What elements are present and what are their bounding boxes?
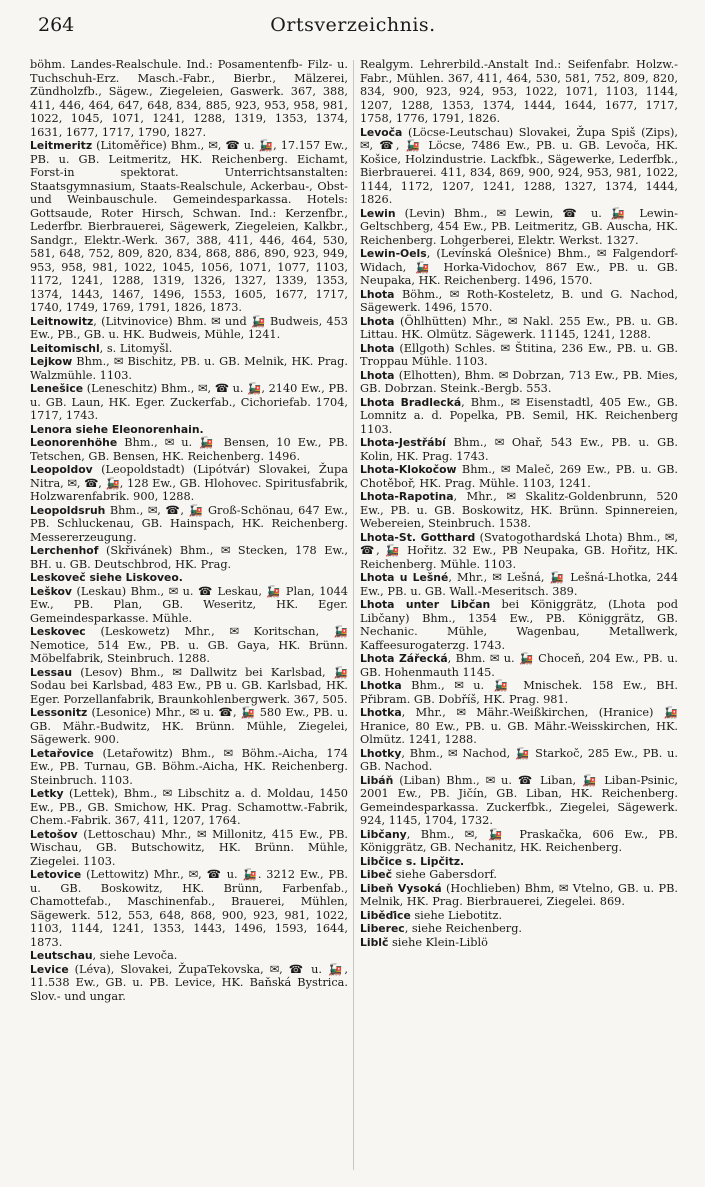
directory-entry [30, 828, 348, 869]
entry-text: (Hochlieben) Bhm, ✉ Vtelno, GB. u. PB. Melnik, HK. Prag. Bierbrauerei, Ziegelei. 869. [360, 881, 678, 908]
entry-text: Bhm., ✉ Maleč, 269 Ew., PB. u. GB. Chotěboř, HK. Prag. Mühle. 1103, 1241. [360, 463, 678, 490]
directory-entry [360, 463, 678, 490]
directory-entry [30, 706, 348, 747]
entry-headword: Lessau [30, 665, 73, 679]
page-header [38, 14, 668, 44]
entry-text: (Leopoldstadt) (Lipótvár) Slovakei, Župa Nitra, ✉, ☎, 🚂, 128 Ew., GB. Hlohovec. Spiritusfabrik, Holzwarenfabrik. 900, 1288. [30, 463, 348, 503]
directory-entry [30, 747, 348, 788]
entry-headword: Liberec [360, 922, 405, 935]
entry-headword: Letky [30, 787, 64, 800]
entry-headword: Leskovec [30, 625, 86, 638]
entry-text: (Öhlhütten) Mhr., ✉ Nakl. 255 Ew., PB. u. GB. Littau. HK. Olmütz. Sägewerk. 11145, 1241, 1288. [360, 314, 678, 341]
directory-entry [30, 382, 348, 423]
directory-entry [30, 787, 348, 828]
directory-entry [360, 490, 678, 531]
entry-text: , Mhr., ✉ Lešná, 🚂 Lešná-Lhotka, 244 Ew., PB. u. GB. Wall.-Meseritsch. 389. [360, 571, 679, 598]
entry-headword: Libáň [360, 773, 394, 787]
directory-entry [30, 544, 348, 571]
entry-text: Bhm., ✉ u. 🚂 Mnischek. 158 Ew., BH. Přibram. GB. Dobříš, HK. Prag. 981. [360, 679, 678, 706]
entry-headword: Lejkow [30, 355, 73, 368]
entry-headword: Lessonitz [30, 706, 88, 719]
entry-headword: Lhota [360, 341, 395, 355]
entry-text: (Skřivánek) Bhm., ✉ Stecken, 178 Ew., BH. u. GB. Deutschbrod, HK. Prag. [30, 544, 348, 571]
directory-entry [360, 288, 678, 315]
entry-headword: Leutschau [30, 949, 93, 962]
directory-entry [360, 828, 678, 855]
entry-text: (Svatogothardská Lhota) Bhm., ✉, ☎, 🚂 Hořitz. 32 Ew., PB Neupaka, GB. Hořitz, HK. Reichenberg. Mühle. 1103. [360, 530, 678, 571]
directory-entry [30, 58, 348, 139]
entry-headword: Lhota-Jestřábí [360, 436, 446, 449]
directory-entry [360, 922, 678, 936]
entry-headword: Letařovice [30, 746, 94, 760]
entry-headword: Lhota [360, 287, 395, 301]
entry-headword: Liběďice [360, 908, 411, 922]
entry-headword: Lewin-Oels [360, 247, 427, 260]
entry-headword: Lhota unter Libčan [360, 598, 491, 611]
entry-text: Realgym. Lehrerbild.-Anstalt Ind.: Seifenfabr. Holzw.-Fabr., Mühlen. 367, 411, 464, 530, 581, 752, 809, 820, 834, 900, 923, 924, 953, 1022, 1071, 1103, 1144, 1207, 1288, 1353, 1374, 1444, 1644, 1677, 1717, 1758, 1776, 1791, 1826. [360, 58, 678, 125]
entry-headword: Libčany [360, 827, 407, 841]
directory-entry [360, 436, 678, 463]
directory-entry [30, 625, 348, 666]
entry-headword: Lerchenhof [30, 544, 99, 557]
entry-text: , (Litvinovice) Bhm. ✉ und 🚂 Budweis, 453 Ew., PB., GB. u. HK. Budweis, Mühle, 1241. [30, 314, 348, 341]
entry-headword: Lhota u Lešné [360, 571, 449, 584]
entry-headword: Libeč [360, 868, 393, 881]
entry-text: (Lesonice) Mhr., ✉ u. ☎, 🚂 580 Ew., PB. u. GB. Mähr.-Budwitz, HK. Brünn. Mühle, Ziegelei, Sägewerk. 900. [30, 706, 348, 746]
entry-headword: Leopoldsruh [30, 503, 106, 517]
entry-headword: Leitnowitz [30, 314, 94, 328]
entry-headword: Lenora siehe Eleonorenhain. [30, 422, 204, 436]
directory-entry [360, 369, 678, 396]
entry-text: , (Levínská Olešnice) Bhm., ✉ Falgendorf-Widach, 🚂 Horka-Vidochov, 867 Ew., PB. u. GB. Neupaka, HK. Reichenberg. 1496, 1570. [360, 247, 678, 287]
entry-text: , Bhm. ✉ u. 🚂 Choceň, 204 Ew., PB. u. GB. Hohenmauth 1145. [360, 652, 678, 679]
directory-entry [30, 463, 348, 504]
entry-headword: Lhota [360, 314, 395, 328]
directory-entry [30, 949, 348, 963]
directory-entry [360, 652, 678, 679]
directory-entry [30, 423, 348, 437]
entry-text: (Leneschitz) Bhm., ✉, ☎ u. 🚂, 2140 Ew., PB. u. GB. Laun, HK. Eger. Zuckerfab., Cichoriefab. 1704, 1717, 1743. [30, 382, 348, 422]
right-column [360, 58, 678, 949]
entry-text: , s. Litomyšl. [99, 341, 173, 355]
directory-entry [30, 666, 348, 707]
directory-entry [360, 315, 678, 342]
entry-headword: Leitmeritz [30, 139, 93, 152]
entry-text: Bhm., ✉, ☎, 🚂 Groß-Schönau, 647 Ew., PB. Schluckenau, GB. Hainspach, HK. Reichenberg. Messererzeugung. [30, 503, 348, 544]
directory-entry [360, 571, 678, 598]
directory-entry [30, 868, 348, 949]
entry-headword: Leitomischl [30, 341, 100, 355]
entry-text: Bhm., ✉ Ohař, 543 Ew., PB. u. GB. Kolin, HK. Prag. 1743. [360, 436, 678, 463]
entry-headword: Letošov [30, 827, 78, 841]
entry-text: (Löcse-Leutschau) Slovakei, Župa Spiš (Zips), ✉, ☎, 🚂 Löcse, 7486 Ew., PB. u. GB. Levoča, HK. Košice, Holzindustrie. Lackfbk., Sägewerke, Lederfbk., Bierbrauerei. 411, 834, 869, 900, 924, 953, 981, 1022, 1144, 1172, 1207, 1241, 1288, 1327, 1374, 1444, 1826. [360, 125, 678, 206]
directory-entry [360, 58, 678, 126]
entry-text: Bhm., ✉ u. 🚂 Bensen, 10 Ew., PB. Tetschen, GB. Bensen, HK. Reichenberg. 1496. [30, 436, 348, 463]
directory-entry [30, 315, 348, 342]
directory-entry [360, 868, 678, 882]
entry-text: bei Königgrätz, (Lhota pod Libčany) Bhm., 1354 Ew., PB. Königgrätz, GB. Nechanic. Mühle, Wagenbau, Metallwerk, Kaffeesurogaterzg. 1743. [360, 598, 678, 652]
entry-headword: Levoča [360, 125, 403, 139]
entry-text: (Leskau) Bhm., ✉ u. ☎ Leskau, 🚂 Plan, 1044 Ew., PB. Plan, GB. Weseritz, HK. Eger. Gemeindesparkasse. Mühle. [30, 584, 348, 625]
entry-headword: Lhotky [360, 746, 402, 760]
directory-entry [360, 598, 678, 652]
directory-entry [30, 963, 348, 1004]
entry-text: , Bhm., ✉, 🚂 Praskačka, 606 Ew., PB. Königgrätz, GB. Nechanitz, HK. Reichenberg. [360, 827, 678, 854]
entry-headword: Letovice [30, 868, 82, 881]
directory-entry [360, 909, 678, 923]
directory-entry [30, 504, 348, 545]
directory-entry [30, 342, 348, 356]
entry-text: (Lettek), Bhm., ✉ Libschitz a. d. Moldau, 1450 Ew., PB., GB. Smichow, HK. Prag. Schamottw.-Fabrik, Chem.-Fabrik. 367, 411, 1207, 1764. [30, 787, 348, 827]
entry-text: (Levin) Bhm., ✉ Lewin, ☎ u. 🚂 Lewin-Geltschberg, 454 Ew., PB. Leitmeritz, GB. Auscha, HK. Reichenberg. Lohgerberei, Elektr. Werkst. 1327. [360, 206, 678, 247]
directory-entry [360, 855, 678, 869]
entry-text: (Lettoschau) Mhr., ✉ Millonitz, 415 Ew., PB. Wischau, GB. Butschowitz, HK. Brünn. Mühle, Ziegelei. 1103. [30, 827, 348, 868]
directory-entry [360, 774, 678, 828]
entry-headword: Lhota-Rapotina [360, 490, 454, 503]
entry-headword: Lhota Zářecká [360, 652, 448, 665]
directory-entry [30, 436, 348, 463]
directory-entry [360, 207, 678, 248]
entry-headword: Libeň Vysoká [360, 881, 442, 895]
directory-entry [360, 247, 678, 288]
entry-text: , Mhr., ✉ Mähr.-Weißkirchen, (Hranice) 🚂 Hranice, 80 Ew., PB. u. GB. Mähr.-Weisskirchen, HK. Olmütz. 1241, 1288. [360, 706, 678, 746]
entry-text: (Litoměřice) Bhm., ✉, ☎ u. 🚂, 17.157 Ew., PB. u. GB. Leitmeritz, HK. Reichenberg. Eichamt, Forst-in spektorat. Unterrichtsanstalten: Staatsgymnasium, Staats-Realschule, Ackerbau-, Obst- und Weinbauschule. Gemeindesparkassa. Hotels: Gottsaude, Roter Hirsch, Schwan. Ind.: Kerzenfbr., Lederfbr. Bierbrauerei, Sägewerk, Ziegeleien, Kalkbr., Sandgr., Elektr.-Werk. 367, 388, 411, 446, 464, 530, 581, 648, 752, 809, 820, 834, 868, 886, 890, 923, 949, 953, 958, 981, 1022, 1045, 1056, 1071, 1077, 1103, 1172, 1241, 1288, 1319, 1326, 1327, 1339, 1353, 1374, 1443, 1467, 1496, 1553, 1605, 1677, 1717, 1740, 1749, 1769, 1791, 1826, 1873. [30, 139, 348, 314]
entry-text: , Mhr., ✉ Skalitz-Goldenbrunn, 520 Ew., PB. u. GB. Boskowitz, HK. Brünn. Spinnereien, Webereien, Steinbruch. 1538. [360, 490, 678, 530]
entry-text: (Liban) Bhm., ✉ u. ☎ Liban, 🚂 Liban-Psinic, 2001 Ew., PB. Jičín, GB. Liban, HK. Reichenberg. Gemeindesparkassa. Zuckerfbk., Ziegelei, Sägewerk. 924, 1145, 1704, 1732. [360, 773, 678, 827]
entry-text: siehe Klein-Liblö [388, 935, 488, 949]
page-title: Ortsverzeichnis. [270, 14, 436, 36]
entry-headword: Lhotka [360, 679, 402, 692]
directory-entry [360, 882, 678, 909]
entry-headword: Libčice s. Lipčitz. [360, 854, 465, 868]
entry-text: siehe Liebotitz. [410, 908, 503, 922]
entry-text: (Lettowitz) Mhr., ✉, ☎ u. 🚂. 3212 Ew., PB. u. GB. Boskowitz, HK. Brünn, Farbenfab., Chamottefab., Maschinenfab., Brauerei, Mühlen, Sägewerk. 512, 553, 648, 868, 900, 923, 981, 1022, 1103, 1144, 1241, 1353, 1443, 1496, 1593, 1644, 1873. [30, 868, 348, 949]
entry-text: (Elhotten), Bhm. ✉ Dobrzan, 713 Ew., PB. Mies, GB. Dobrzan. Steink.-Bergb. 553. [360, 368, 678, 395]
entry-headword: Lenešice [30, 382, 84, 395]
directory-entry [30, 585, 348, 626]
directory-entry [360, 747, 678, 774]
entry-text: böhm. Landes-Realschule. Ind.: Posamentenfb- Filz- u. Tuchschuh-Erz. Masch.-Fabr., Bierbr., Mälzerei, Zündholzfb., Sägew., Ziegeleien, Gaswerk. 367, 388, 411, 446, 464, 647, 648, 834, 885, 923, 953, 958, 981, 1022, 1045, 1071, 1241, 1288, 1319, 1353, 1374, 1631, 1677, 1717, 1790, 1827. [30, 58, 348, 139]
entry-headword: Lhotka [360, 706, 402, 719]
column-divider [353, 60, 354, 1170]
entry-text: (Ellgoth) Schles. ✉ Štitina, 236 Ew., PB. u. GB. Troppau Mühle. 1103. [360, 341, 678, 368]
entry-text: , Bhm., ✉ Nachod, 🚂 Starkoč, 285 Ew., PB. u. GB. Nachod. [360, 746, 678, 773]
entry-headword: Leopoldov [30, 463, 93, 476]
page-number: 264 [38, 14, 75, 36]
entry-headword: Leškov [30, 584, 72, 598]
entry-headword: Liblč [360, 935, 389, 949]
directory-entry [360, 679, 678, 706]
entry-headword: Lhota-Klokočow [360, 463, 457, 476]
entry-headword: Lhota-St. Gotthard [360, 530, 476, 544]
directory-entry [360, 936, 678, 950]
directory-entry [30, 139, 348, 315]
entry-text: (Leskowetz) Mhr., ✉ Koritschan, 🚂 Nemotice, 514 Ew., PB. u. GB. Gaya, HK. Brünn. Möbelfabrik, Steinbruch. 1288. [30, 625, 348, 665]
entry-text: (Léva), Slovakei, ŽupaTekovska, ✉, ☎ u. 🚂, 11.538 Ew., GB. u. PB. Levice, HK. Baňská Bystrica. Slov.- und ungar. [30, 962, 348, 1003]
directory-entry [360, 126, 678, 207]
entry-text: (Lesov) Bhm., ✉ Dallwitz bei Karlsbad, 🚂 Sodau bei Karlsbad, 483 Ew., PB u. GB. Karlsbad, HK. Eger. Porzellanfabrik, Braunkohlenbergwerk. 367, 505. [30, 665, 348, 706]
entry-headword: Lhota [360, 368, 395, 382]
entry-headword: Lewin [360, 206, 396, 220]
directory-entry [360, 342, 678, 369]
directory-entry [360, 396, 678, 437]
entry-headword: Levice [30, 962, 69, 976]
entry-text: Böhm., ✉ Roth-Kosteletz, B. und G. Nachod, Sägewerk. 1496, 1570. [360, 287, 678, 314]
entry-text: , siehe Reichenberg. [404, 922, 523, 935]
entry-text: , Bhm., ✉ Eisenstadtl, 405 Ew., GB. Lomnitz a. d. Popelka, PB. Semil, HK. Reichenberg 1103. [360, 395, 678, 436]
directory-entry [30, 571, 348, 585]
left-column [30, 58, 348, 1003]
entry-headword: Leonorenhöhe [30, 436, 118, 449]
entry-text: Bhm., ✉ Bischitz, PB. u. GB. Melnik, HK. Prag. Walzmühle. 1103. [30, 355, 348, 382]
entry-headword: Lhota Bradlecká [360, 395, 462, 409]
directory-entry [30, 355, 348, 382]
entry-text: siehe Gabersdorf. [392, 868, 497, 881]
directory-entry [360, 706, 678, 747]
directory-entry [360, 531, 678, 572]
entry-text: (Letařowitz) Bhm., ✉ Böhm.-Aicha, 174 Ew., PB. Turnau, GB. Böhm.-Aicha, HK. Reichenberg. Steinbruch. 1103. [30, 746, 348, 787]
entry-headword: Leskoveč siehe Liskoveo. [30, 571, 183, 584]
entry-text: , siehe Levoča. [92, 949, 178, 962]
